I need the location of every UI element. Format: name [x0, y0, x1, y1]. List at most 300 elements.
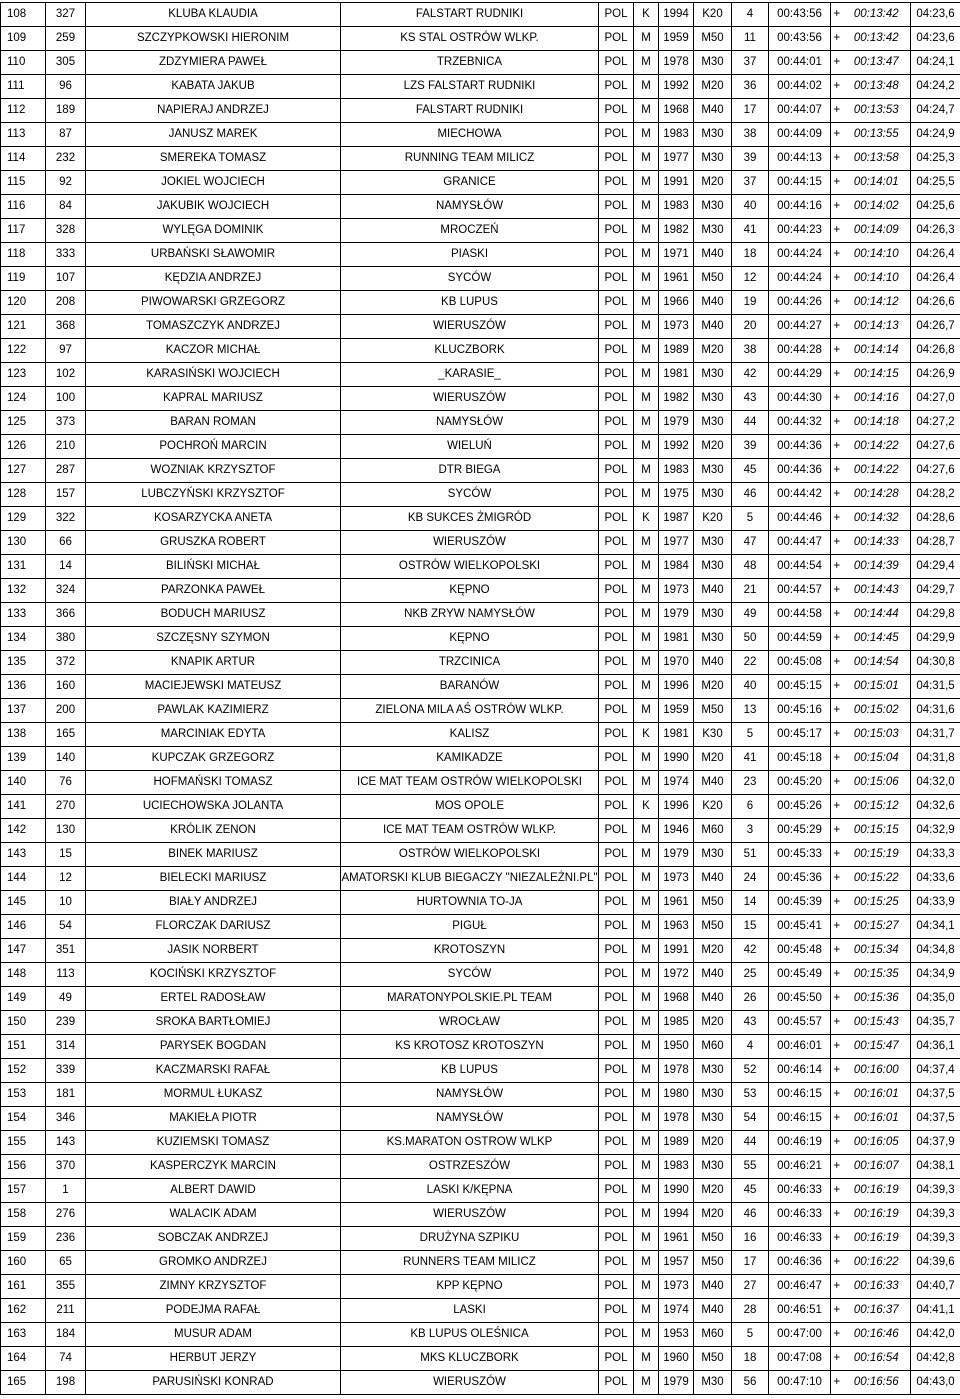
- pace-cell: 04:31,5: [911, 675, 960, 699]
- name-cell: KARASIŃSKI WOJCIECH: [86, 363, 341, 387]
- bib-cell: 370: [46, 1155, 86, 1179]
- sex-cell: K: [634, 723, 659, 747]
- category-place-cell: 45: [732, 459, 769, 483]
- place-cell: 149: [1, 987, 46, 1011]
- category-place-cell: 38: [732, 339, 769, 363]
- plus-sign-cell: +: [831, 795, 843, 819]
- pace-cell: 04:43,0: [911, 1371, 960, 1395]
- bib-cell: 333: [46, 243, 86, 267]
- year-cell: 1974: [659, 1299, 694, 1323]
- table-row: [1, 1227, 960, 1251]
- sex-cell: M: [634, 867, 659, 891]
- time-cell: 00:46:33: [769, 1179, 831, 1203]
- gap-cell: 00:16:33: [843, 1275, 911, 1299]
- gap-cell: 00:15:34: [843, 939, 911, 963]
- country-cell: POL: [599, 723, 634, 747]
- plus-sign-cell: +: [831, 267, 843, 291]
- plus-sign-cell: +: [831, 1323, 843, 1347]
- table-row: [1, 987, 960, 1011]
- bib-cell: 100: [46, 387, 86, 411]
- country-cell: POL: [599, 1107, 634, 1131]
- club-cell: WROCŁAW: [341, 1011, 599, 1035]
- sex-cell: M: [634, 963, 659, 987]
- bib-cell: 351: [46, 939, 86, 963]
- time-cell: 00:47:00: [769, 1323, 831, 1347]
- year-cell: 1982: [659, 219, 694, 243]
- name-cell: SZCZĘSNY SZYMON: [86, 627, 341, 651]
- pace-cell: 04:37,5: [911, 1083, 960, 1107]
- category-place-cell: 40: [732, 675, 769, 699]
- gap-cell: 00:14:22: [843, 435, 911, 459]
- pace-cell: 04:25,3: [911, 147, 960, 171]
- year-cell: 1978: [659, 1107, 694, 1131]
- pace-cell: 04:27,2: [911, 411, 960, 435]
- plus-sign-cell: +: [831, 171, 843, 195]
- category-place-cell: 22: [732, 651, 769, 675]
- year-cell: 1950: [659, 1035, 694, 1059]
- time-cell: 00:45:48: [769, 939, 831, 963]
- category-cell: K20: [694, 507, 732, 531]
- pace-cell: 04:35,0: [911, 987, 960, 1011]
- category-place-cell: 13: [732, 699, 769, 723]
- pace-cell: 04:26,6: [911, 291, 960, 315]
- gap-cell: 00:15:02: [843, 699, 911, 723]
- plus-sign-cell: +: [831, 843, 843, 867]
- year-cell: 1985: [659, 1011, 694, 1035]
- gap-cell: 00:14:16: [843, 387, 911, 411]
- gap-cell: 00:15:15: [843, 819, 911, 843]
- category-cell: M30: [694, 1371, 732, 1395]
- category-cell: M20: [694, 675, 732, 699]
- category-place-cell: 41: [732, 747, 769, 771]
- bib-cell: 181: [46, 1083, 86, 1107]
- name-cell: HOFMAŃSKI TOMASZ: [86, 771, 341, 795]
- place-cell: 114: [1, 147, 46, 171]
- place-cell: 122: [1, 339, 46, 363]
- time-cell: 00:46:51: [769, 1299, 831, 1323]
- table-row: [1, 1083, 960, 1107]
- plus-sign-cell: +: [831, 75, 843, 99]
- pace-cell: 04:35,7: [911, 1011, 960, 1035]
- plus-sign-cell: +: [831, 987, 843, 1011]
- gap-cell: 00:13:55: [843, 123, 911, 147]
- year-cell: 1983: [659, 1155, 694, 1179]
- year-cell: 1982: [659, 387, 694, 411]
- plus-sign-cell: +: [831, 291, 843, 315]
- name-cell: UCIECHOWSKA JOLANTA: [86, 795, 341, 819]
- table-row: [1, 1203, 960, 1227]
- bib-cell: 380: [46, 627, 86, 651]
- time-cell: 00:45:57: [769, 1011, 831, 1035]
- time-cell: 00:44:36: [769, 459, 831, 483]
- club-cell: NAMYSŁÓW: [341, 195, 599, 219]
- place-cell: 139: [1, 747, 46, 771]
- category-cell: M40: [694, 1275, 732, 1299]
- country-cell: POL: [599, 939, 634, 963]
- gap-cell: 00:16:22: [843, 1251, 911, 1275]
- name-cell: KUZIEMSKI TOMASZ: [86, 1131, 341, 1155]
- place-cell: 145: [1, 891, 46, 915]
- place-cell: 135: [1, 651, 46, 675]
- year-cell: 1994: [659, 3, 694, 27]
- year-cell: 1973: [659, 1275, 694, 1299]
- bib-cell: 327: [46, 3, 86, 27]
- table-row: [1, 483, 960, 507]
- gap-cell: 00:14:43: [843, 579, 911, 603]
- pace-cell: 04:37,9: [911, 1131, 960, 1155]
- table-row: [1, 555, 960, 579]
- place-cell: 108: [1, 3, 46, 27]
- bib-cell: 328: [46, 219, 86, 243]
- year-cell: 1977: [659, 147, 694, 171]
- club-cell: DTR BIEGA: [341, 459, 599, 483]
- club-cell: KĘPNO: [341, 579, 599, 603]
- bib-cell: 239: [46, 1011, 86, 1035]
- sex-cell: M: [634, 1083, 659, 1107]
- pace-cell: 04:25,5: [911, 171, 960, 195]
- category-cell: M30: [694, 627, 732, 651]
- sex-cell: M: [634, 1203, 659, 1227]
- place-cell: 112: [1, 99, 46, 123]
- gap-cell: 00:14:14: [843, 339, 911, 363]
- country-cell: POL: [599, 267, 634, 291]
- club-cell: WIERUSZÓW: [341, 1203, 599, 1227]
- country-cell: POL: [599, 1323, 634, 1347]
- pace-cell: 04:24,1: [911, 51, 960, 75]
- country-cell: POL: [599, 1275, 634, 1299]
- pace-cell: 04:33,3: [911, 843, 960, 867]
- bib-cell: 189: [46, 99, 86, 123]
- category-place-cell: 17: [732, 99, 769, 123]
- table-row: [1, 435, 960, 459]
- table-row: [1, 531, 960, 555]
- name-cell: BILIŃSKI MICHAŁ: [86, 555, 341, 579]
- bib-cell: 305: [46, 51, 86, 75]
- name-cell: KNAPIK ARTUR: [86, 651, 341, 675]
- category-cell: M60: [694, 1035, 732, 1059]
- year-cell: 1972: [659, 963, 694, 987]
- category-cell: M30: [694, 387, 732, 411]
- club-cell: WIERUSZÓW: [341, 531, 599, 555]
- table-row: [1, 243, 960, 267]
- bib-cell: 160: [46, 675, 86, 699]
- pace-cell: 04:23,6: [911, 27, 960, 51]
- club-cell: FALSTART RUDNIKI: [341, 3, 599, 27]
- time-cell: 00:46:19: [769, 1131, 831, 1155]
- gap-cell: 00:14:13: [843, 315, 911, 339]
- gap-cell: 00:15:36: [843, 987, 911, 1011]
- pace-cell: 04:27,6: [911, 459, 960, 483]
- year-cell: 1973: [659, 315, 694, 339]
- category-place-cell: 41: [732, 219, 769, 243]
- time-cell: 00:45:39: [769, 891, 831, 915]
- gap-cell: 00:16:46: [843, 1323, 911, 1347]
- category-place-cell: 11: [732, 27, 769, 51]
- category-place-cell: 19: [732, 291, 769, 315]
- table-row: [1, 75, 960, 99]
- country-cell: POL: [599, 1371, 634, 1395]
- time-cell: 00:43:56: [769, 3, 831, 27]
- category-cell: M60: [694, 819, 732, 843]
- club-cell: BARANÓW: [341, 675, 599, 699]
- club-cell: KROTOSZYN: [341, 939, 599, 963]
- category-cell: M50: [694, 1251, 732, 1275]
- table-row: [1, 171, 960, 195]
- category-place-cell: 23: [732, 771, 769, 795]
- time-cell: 00:47:08: [769, 1347, 831, 1371]
- bib-cell: 322: [46, 507, 86, 531]
- category-place-cell: 46: [732, 483, 769, 507]
- table-row: [1, 123, 960, 147]
- table-row: [1, 843, 960, 867]
- gap-cell: 00:15:04: [843, 747, 911, 771]
- club-cell: MARATONYPOLSKIE.PL TEAM: [341, 987, 599, 1011]
- country-cell: POL: [599, 843, 634, 867]
- place-cell: 126: [1, 435, 46, 459]
- sex-cell: M: [634, 51, 659, 75]
- table-row: [1, 723, 960, 747]
- sex-cell: K: [634, 795, 659, 819]
- time-cell: 00:45:20: [769, 771, 831, 795]
- plus-sign-cell: +: [831, 411, 843, 435]
- pace-cell: 04:40,7: [911, 1275, 960, 1299]
- gap-cell: 00:14:32: [843, 507, 911, 531]
- place-cell: 146: [1, 915, 46, 939]
- club-cell: KB LUPUS: [341, 1059, 599, 1083]
- pace-cell: 04:31,7: [911, 723, 960, 747]
- table-row: [1, 3, 960, 27]
- year-cell: 1968: [659, 99, 694, 123]
- plus-sign-cell: +: [831, 1011, 843, 1035]
- gap-cell: 00:14:18: [843, 411, 911, 435]
- country-cell: POL: [599, 891, 634, 915]
- sex-cell: M: [634, 1179, 659, 1203]
- category-cell: M30: [694, 51, 732, 75]
- name-cell: WOZNIAK KRZYSZTOF: [86, 459, 341, 483]
- sex-cell: M: [634, 483, 659, 507]
- name-cell: SOBCZAK ANDRZEJ: [86, 1227, 341, 1251]
- plus-sign-cell: +: [831, 723, 843, 747]
- year-cell: 1953: [659, 1323, 694, 1347]
- sex-cell: M: [634, 987, 659, 1011]
- sex-cell: M: [634, 1059, 659, 1083]
- country-cell: POL: [599, 171, 634, 195]
- gap-cell: 00:16:19: [843, 1179, 911, 1203]
- country-cell: POL: [599, 771, 634, 795]
- place-cell: 140: [1, 771, 46, 795]
- year-cell: 1961: [659, 891, 694, 915]
- name-cell: ZDZYMIERA PAWEŁ: [86, 51, 341, 75]
- category-place-cell: 51: [732, 843, 769, 867]
- name-cell: URBAŃSKI SŁAWOMIR: [86, 243, 341, 267]
- category-cell: M40: [694, 99, 732, 123]
- sex-cell: M: [634, 1011, 659, 1035]
- plus-sign-cell: +: [831, 555, 843, 579]
- gap-cell: 00:15:12: [843, 795, 911, 819]
- time-cell: 00:46:36: [769, 1251, 831, 1275]
- sex-cell: M: [634, 339, 659, 363]
- name-cell: HERBUT JERZY: [86, 1347, 341, 1371]
- country-cell: POL: [599, 651, 634, 675]
- sex-cell: M: [634, 651, 659, 675]
- plus-sign-cell: +: [831, 771, 843, 795]
- plus-sign-cell: +: [831, 195, 843, 219]
- category-place-cell: 16: [732, 1227, 769, 1251]
- country-cell: POL: [599, 339, 634, 363]
- gap-cell: 00:15:27: [843, 915, 911, 939]
- club-cell: KS STAL OSTRÓW WLKP.: [341, 27, 599, 51]
- sex-cell: M: [634, 1035, 659, 1059]
- category-cell: M40: [694, 771, 732, 795]
- name-cell: KACZMARSKI RAFAŁ: [86, 1059, 341, 1083]
- country-cell: POL: [599, 219, 634, 243]
- time-cell: 00:45:29: [769, 819, 831, 843]
- plus-sign-cell: +: [831, 1179, 843, 1203]
- category-place-cell: 5: [732, 507, 769, 531]
- country-cell: POL: [599, 435, 634, 459]
- plus-sign-cell: +: [831, 483, 843, 507]
- plus-sign-cell: +: [831, 27, 843, 51]
- category-cell: M20: [694, 747, 732, 771]
- bib-cell: 366: [46, 603, 86, 627]
- pace-cell: 04:26,8: [911, 339, 960, 363]
- category-cell: M30: [694, 411, 732, 435]
- plus-sign-cell: +: [831, 1371, 843, 1395]
- place-cell: 137: [1, 699, 46, 723]
- place-cell: 113: [1, 123, 46, 147]
- sex-cell: M: [634, 315, 659, 339]
- country-cell: POL: [599, 1179, 634, 1203]
- time-cell: 00:45:36: [769, 867, 831, 891]
- place-cell: 132: [1, 579, 46, 603]
- sex-cell: M: [634, 291, 659, 315]
- place-cell: 124: [1, 387, 46, 411]
- gap-cell: 00:15:03: [843, 723, 911, 747]
- sex-cell: M: [634, 1107, 659, 1131]
- name-cell: BARAN ROMAN: [86, 411, 341, 435]
- sex-cell: M: [634, 555, 659, 579]
- name-cell: ALBERT DAWID: [86, 1179, 341, 1203]
- name-cell: MACIEJEWSKI MATEUSZ: [86, 675, 341, 699]
- country-cell: POL: [599, 315, 634, 339]
- plus-sign-cell: +: [831, 1347, 843, 1371]
- category-place-cell: 56: [732, 1371, 769, 1395]
- name-cell: JASIK NORBERT: [86, 939, 341, 963]
- table-row: [1, 1371, 960, 1395]
- gap-cell: 00:15:47: [843, 1035, 911, 1059]
- category-place-cell: 3: [732, 819, 769, 843]
- time-cell: 00:45:15: [769, 675, 831, 699]
- category-cell: M30: [694, 531, 732, 555]
- category-cell: K20: [694, 3, 732, 27]
- category-cell: M30: [694, 1059, 732, 1083]
- pace-cell: 04:39,3: [911, 1203, 960, 1227]
- sex-cell: K: [634, 3, 659, 27]
- club-cell: TRZEBNICA: [341, 51, 599, 75]
- pace-cell: 04:29,4: [911, 555, 960, 579]
- plus-sign-cell: +: [831, 1083, 843, 1107]
- name-cell: NAPIERAJ ANDRZEJ: [86, 99, 341, 123]
- sex-cell: M: [634, 219, 659, 243]
- pace-cell: 04:34,8: [911, 939, 960, 963]
- plus-sign-cell: +: [831, 51, 843, 75]
- category-place-cell: 24: [732, 867, 769, 891]
- bib-cell: 143: [46, 1131, 86, 1155]
- place-cell: 115: [1, 171, 46, 195]
- place-cell: 119: [1, 267, 46, 291]
- sex-cell: M: [634, 411, 659, 435]
- category-cell: K30: [694, 723, 732, 747]
- pace-cell: 04:42,8: [911, 1347, 960, 1371]
- year-cell: 1973: [659, 579, 694, 603]
- plus-sign-cell: +: [831, 219, 843, 243]
- gap-cell: 00:14:01: [843, 171, 911, 195]
- club-cell: SYCÓW: [341, 963, 599, 987]
- sex-cell: M: [634, 699, 659, 723]
- table-row: [1, 915, 960, 939]
- category-place-cell: 27: [732, 1275, 769, 1299]
- pace-cell: 04:31,8: [911, 747, 960, 771]
- time-cell: 00:44:01: [769, 51, 831, 75]
- pace-cell: 04:33,9: [911, 891, 960, 915]
- place-cell: 159: [1, 1227, 46, 1251]
- sex-cell: M: [634, 1275, 659, 1299]
- results-table: [0, 2, 960, 1395]
- category-place-cell: 55: [732, 1155, 769, 1179]
- time-cell: 00:44:36: [769, 435, 831, 459]
- plus-sign-cell: +: [831, 3, 843, 27]
- place-cell: 148: [1, 963, 46, 987]
- category-cell: M50: [694, 27, 732, 51]
- pace-cell: 04:41,1: [911, 1299, 960, 1323]
- bib-cell: 210: [46, 435, 86, 459]
- place-cell: 153: [1, 1083, 46, 1107]
- gap-cell: 00:16:05: [843, 1131, 911, 1155]
- time-cell: 00:45:16: [769, 699, 831, 723]
- table-row: [1, 1011, 960, 1035]
- name-cell: GRUSZKA ROBERT: [86, 531, 341, 555]
- name-cell: FLORCZAK DARIUSZ: [86, 915, 341, 939]
- bib-cell: 200: [46, 699, 86, 723]
- country-cell: POL: [599, 75, 634, 99]
- sex-cell: M: [634, 123, 659, 147]
- gap-cell: 00:13:53: [843, 99, 911, 123]
- table-row: [1, 1107, 960, 1131]
- sex-cell: M: [634, 147, 659, 171]
- category-cell: M30: [694, 1107, 732, 1131]
- gap-cell: 00:15:06: [843, 771, 911, 795]
- year-cell: 1961: [659, 1227, 694, 1251]
- place-cell: 144: [1, 867, 46, 891]
- year-cell: 1961: [659, 267, 694, 291]
- year-cell: 1983: [659, 459, 694, 483]
- bib-cell: 287: [46, 459, 86, 483]
- year-cell: 1983: [659, 195, 694, 219]
- club-cell: LASKI K/KĘPNA: [341, 1179, 599, 1203]
- year-cell: 1974: [659, 771, 694, 795]
- bib-cell: 92: [46, 171, 86, 195]
- pace-cell: 04:34,9: [911, 963, 960, 987]
- name-cell: PARYSEK BOGDAN: [86, 1035, 341, 1059]
- category-place-cell: 4: [732, 1035, 769, 1059]
- club-cell: NKB ZRYW NAMYSŁÓW: [341, 603, 599, 627]
- sex-cell: M: [634, 27, 659, 51]
- plus-sign-cell: +: [831, 1227, 843, 1251]
- category-place-cell: 42: [732, 363, 769, 387]
- year-cell: 1989: [659, 1131, 694, 1155]
- name-cell: BODUCH MARIUSZ: [86, 603, 341, 627]
- category-cell: M40: [694, 579, 732, 603]
